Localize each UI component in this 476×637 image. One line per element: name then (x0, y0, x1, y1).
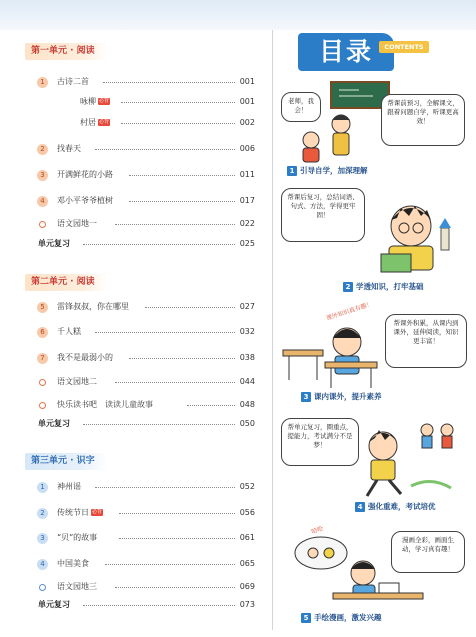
review-title: 单元复习 (38, 419, 70, 428)
lesson-title-text: 传统节日 (57, 508, 89, 517)
toc-row[interactable] (25, 142, 265, 156)
leader-dots (187, 405, 235, 406)
toc-row[interactable] (25, 217, 265, 231)
leader-dots (119, 538, 235, 539)
toc-row[interactable] (25, 557, 265, 571)
banner-text: 哈哈 (310, 525, 325, 536)
lesson-number: 3 (37, 170, 48, 181)
feature-panel-2 (281, 188, 467, 293)
toc-row[interactable] (25, 480, 265, 494)
speech-bubble-right: 帮课外积累，从课内到课外，延伸阅读，知识更丰富！ (385, 314, 467, 368)
leader-dots (119, 513, 235, 514)
lesson-title: 邓小平爷爷植树 (57, 196, 113, 205)
page-number: 032 (239, 327, 255, 336)
lesson-title: 我不是最弱小的 (57, 353, 113, 362)
speech-bubble-left: 帮单元复习，圈重点，提能力，考试满分不是梦！ (281, 418, 359, 466)
lesson-title-text: 村居 (80, 118, 96, 127)
lesson-number: 2 (37, 144, 48, 155)
page-number: 001 (239, 97, 255, 106)
toc-row[interactable] (25, 168, 265, 182)
speech-bubble-left: 帮课后复习，总结词语、句式、方法，学得更牢固！ (281, 188, 365, 242)
toc-row[interactable] (25, 116, 265, 130)
circle-marker-icon (39, 402, 46, 409)
lesson-number: 7 (37, 353, 48, 364)
feature-number: 4 (355, 502, 365, 512)
toc-row[interactable] (25, 351, 265, 365)
feature-number: 1 (287, 166, 297, 176)
page-number: 056 (239, 508, 255, 517)
leader-dots (145, 307, 235, 308)
lesson-title (80, 95, 110, 109)
lesson-number: 4 (37, 559, 48, 570)
feature-panel-1 (281, 80, 467, 180)
toc-row[interactable] (25, 300, 265, 314)
leader-dots (83, 424, 235, 425)
contents-title: 目录 (298, 33, 394, 71)
feature-caption-text: 手绘漫画，激发兴趣 (314, 613, 382, 622)
unit-1-heading: 第一单元 · 阅读 (25, 43, 107, 60)
page-number: 017 (239, 196, 255, 205)
page-number: 001 (239, 77, 255, 86)
lesson-title: 语文园地一 (57, 219, 97, 228)
feature-caption-text: 引导自学，加深理解 (300, 166, 368, 175)
page-number: 052 (239, 482, 255, 491)
leader-dots (95, 332, 235, 333)
lesson-title: 开满鲜花的小路 (57, 170, 113, 179)
top-band (0, 0, 476, 30)
page-number: 048 (239, 400, 255, 409)
leader-dots (83, 605, 235, 606)
lesson-title: 千人糕 (57, 327, 81, 336)
feature-panel-3 (281, 300, 467, 408)
review-title: 单元复习 (38, 239, 70, 248)
lesson-number: 3 (37, 533, 48, 544)
toc-row[interactable] (25, 417, 265, 431)
leader-dots (95, 149, 235, 150)
leader-dots (121, 123, 235, 124)
page-number: 069 (239, 582, 255, 591)
features-column (273, 30, 476, 637)
toc-row[interactable] (25, 375, 265, 389)
lesson-number: 1 (37, 77, 48, 88)
leader-dots (115, 382, 235, 383)
leader-dots (105, 564, 235, 565)
leader-dots (129, 201, 235, 202)
feature-panel-4 (281, 416, 467, 516)
feature-caption-text: 课内课外，提升素养 (314, 392, 382, 401)
feature-caption (343, 280, 424, 293)
contents-label: CONTENTS (379, 41, 429, 53)
page-number: 025 (239, 239, 255, 248)
must-recite-badge: 必背 (99, 98, 110, 104)
page-number: 050 (239, 419, 255, 428)
page-number: 061 (239, 533, 255, 542)
feature-caption (301, 611, 382, 624)
feature-caption (287, 164, 368, 177)
lesson-title: 神州谣 (57, 482, 81, 491)
leader-dots (83, 244, 235, 245)
toc-column (0, 30, 272, 637)
lesson-title-text: 咏柳 (80, 97, 96, 106)
leader-dots (129, 358, 235, 359)
circle-marker-icon (39, 221, 46, 228)
feature-number: 3 (301, 392, 311, 402)
lesson-number: 6 (37, 327, 48, 338)
toc-row[interactable] (25, 194, 265, 208)
feature-number: 2 (343, 282, 353, 292)
banner-text: 课外知识真有趣！ (325, 300, 374, 323)
toc-row[interactable] (25, 398, 265, 412)
circle-marker-icon (39, 379, 46, 386)
speech-bubble-right: 漫画全彩，画面生动，学习真有趣！ (391, 531, 465, 573)
feature-panel-5 (281, 523, 467, 628)
feature-caption-text: 强化重难，考试培优 (368, 502, 436, 511)
toc-row[interactable] (25, 325, 265, 339)
must-recite-badge: 必背 (92, 509, 103, 515)
lesson-number: 4 (37, 196, 48, 207)
leader-dots (103, 82, 235, 83)
toc-row[interactable] (25, 237, 265, 251)
feature-caption-text: 学透知识，打牢基础 (356, 282, 424, 291)
lesson-title: 语文园地二 (57, 377, 97, 386)
leader-dots (95, 487, 235, 488)
page-number: 011 (239, 170, 255, 179)
page-number: 044 (239, 377, 255, 386)
feature-caption (301, 390, 382, 403)
lesson-title: 古诗二首 (57, 77, 89, 86)
lesson-title: 雷锋叔叔，你在哪里 (57, 302, 129, 311)
lesson-number: 5 (37, 302, 48, 313)
toc-row[interactable] (25, 506, 265, 520)
page-number: 065 (239, 559, 255, 568)
unit-3-heading: 第三单元 · 识字 (25, 453, 107, 470)
leader-dots (115, 587, 235, 588)
toc-row[interactable] (25, 75, 265, 89)
toc-row[interactable] (25, 95, 265, 109)
toc-row[interactable] (25, 598, 265, 612)
lesson-title (80, 116, 110, 130)
toc-row[interactable] (25, 531, 265, 545)
must-recite-badge: 必背 (99, 119, 110, 125)
lesson-title: 语文园地三 (57, 582, 97, 591)
leader-dots (121, 102, 235, 103)
page-number: 022 (239, 219, 255, 228)
page-number: 073 (239, 600, 255, 609)
feature-caption (355, 500, 436, 513)
leader-dots (115, 224, 235, 225)
feature-number: 5 (301, 613, 311, 623)
leader-dots (129, 175, 235, 176)
lesson-title: 中国美食 (57, 559, 89, 568)
unit-2-heading: 第二单元 · 阅读 (25, 274, 107, 291)
page-number: 006 (239, 144, 255, 153)
page-number: 038 (239, 353, 255, 362)
page-number: 027 (239, 302, 255, 311)
page-number: 002 (239, 118, 255, 127)
speech-bubble-left: 老师，我会！ (281, 92, 321, 122)
lesson-number: 2 (37, 508, 48, 519)
lesson-number: 1 (37, 482, 48, 493)
lesson-title: “贝”的故事 (57, 533, 98, 542)
lesson-title: 找春天 (57, 144, 81, 153)
toc-row[interactable] (25, 580, 265, 594)
lesson-title (57, 506, 103, 520)
review-title: 单元复习 (38, 600, 70, 609)
speech-bubble-right: 帮课前预习，全解课文，跟着问题自学，听课更高效！ (381, 94, 465, 146)
lesson-title: 快乐读书吧 读读儿童故事 (57, 400, 153, 409)
circle-marker-icon (39, 584, 46, 591)
